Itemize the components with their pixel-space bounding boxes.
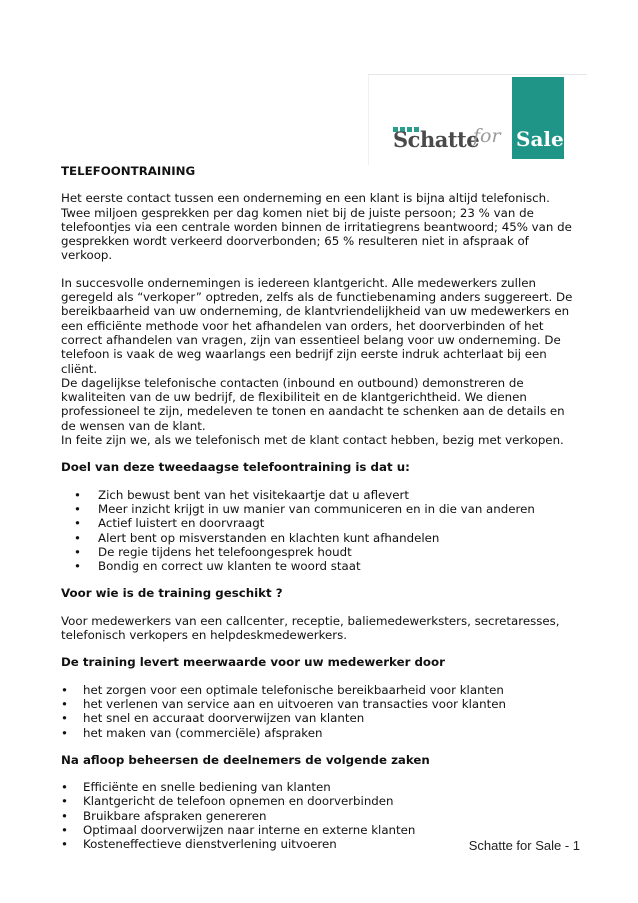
bullet-icon: • xyxy=(61,837,68,852)
audience-text: Voor medewerkers van een callcenter, receptie, baliemedewerksters, secretaresses, telefonisch verkopers en helpdeskmedewerkers. xyxy=(61,613,560,643)
bullet-icon: • xyxy=(61,696,68,711)
list-item: • het zorgen voor een optimale telefonische bereikbaarheid voor klanten xyxy=(61,682,504,697)
bullet-icon: • xyxy=(61,808,68,823)
bullet-icon: • xyxy=(74,530,81,545)
intro-paragraph: Het eerste contact tussen een onderneming en een klant is bijna altijd telefonisch. Twee miljoen gesprekken per dag komen niet bij de juiste persoon; 23 % van de telefoontjes via een centrale worden binnen de irritatiegrens beantwoord; 45% van de gesprekken wordt verkeerd doorverbonden; 65 % resulteren niet in afspraak of verkoop. xyxy=(61,191,572,263)
list-item: • Efficiënte en snelle bediening van klanten xyxy=(61,780,331,795)
bullet-icon: • xyxy=(74,501,81,516)
bullet-icon: • xyxy=(61,682,68,697)
goal-heading: Doel van deze tweedaagse telefoontraining is dat u: xyxy=(61,460,410,475)
page-footer: Schatte for Sale - 1 xyxy=(468,838,580,853)
bullet-icon: • xyxy=(61,780,68,795)
bullet-icon: • xyxy=(61,822,68,837)
document-title: TELEFOONTRAINING xyxy=(61,164,196,178)
bullet-icon: • xyxy=(61,711,68,726)
logo-mark-icon xyxy=(393,117,423,123)
list-item: • Kosteneffectieve dienstverlening uitvoeren xyxy=(61,837,337,852)
audience-heading: Voor wie is de training geschikt ? xyxy=(61,586,283,601)
list-item: • Bruikbare afspraken genereren xyxy=(61,808,267,823)
list-item: • Alert bent op misverstanden en klachten kunt afhandelen xyxy=(74,530,440,545)
bullet-icon: • xyxy=(74,559,81,574)
list-item: • De regie tijdens het telefoongesprek houdt xyxy=(74,544,352,559)
paragraph-line: In succesvolle ondernemingen is iedereen klantgericht. Alle medewerkers zullen geregeld als “verkoper” optreden, zelfs als de functiebenaming anders suggereert. De bereikbaarheid van uw onderneming, de klantvriendelijkheid van uw medewerkers en een efficiënte methode voor het afhandelen van orders, het doorverbinden of het correct afhandelen van vragen, zijn van essentieel belang voor uw onderneming. De telefoon is vaak de weg waarlangs een bedrijf zijn eerste indruk achterlaat bij een cliënt. xyxy=(61,275,573,376)
bullet-icon: • xyxy=(74,516,81,531)
list-item: • Zich bewust bent van het visitekaartje dat u aflevert xyxy=(74,487,409,502)
goal-list xyxy=(61,488,581,574)
value-list xyxy=(61,683,581,740)
list-item: • het verlenen van service aan en uitvoeren van transacties voor klanten xyxy=(61,696,506,711)
list-item: • Meer inzicht krijgt in uw manier van communiceren en in die van anderen xyxy=(74,501,535,516)
paragraph-line: In feite zijn we, als we telefonisch met de klant contact hebben, bezig met verkopen. xyxy=(61,433,564,448)
list-item: • Optimaal doorverwijzen naar interne en externe klanten xyxy=(61,822,416,837)
list-item: • het snel en accuraat doorverwijzen van klanten xyxy=(61,711,365,726)
bullet-icon: • xyxy=(61,725,68,740)
document-body xyxy=(61,164,581,852)
list-item: • Klantgericht de telefoon opnemen en doorverbinden xyxy=(61,794,394,809)
bullet-icon: • xyxy=(74,487,81,502)
list-item: • Bondig en correct uw klanten te woord staat xyxy=(74,559,361,574)
value-heading: De training levert meerwaarde voor uw medewerker door xyxy=(61,655,445,670)
list-item: • het maken van (commerciële) afspraken xyxy=(61,725,323,740)
company-logo xyxy=(368,74,587,165)
logo-word: Schatte xyxy=(393,127,480,152)
logo-sale: Sale xyxy=(516,127,564,151)
outcome-heading: Na afloop beheersen de deelnemers de volgende zaken xyxy=(61,752,430,767)
paragraph-line: De dagelijkse telefonische contacten (inbound en outbound) demonstreren de kwaliteiten van de uw bedrijf, de flexibiliteit en de klantgerichtheid. We dienen professioneel te zijn, medeleven te tonen en aandacht te schenken aan de details en de wensen van de klant. xyxy=(61,375,565,433)
bullet-icon: • xyxy=(61,794,68,809)
list-item: • Actief luistert en doorvraagt xyxy=(74,516,265,531)
logo-for: for xyxy=(473,125,501,147)
bullet-icon: • xyxy=(74,544,81,559)
